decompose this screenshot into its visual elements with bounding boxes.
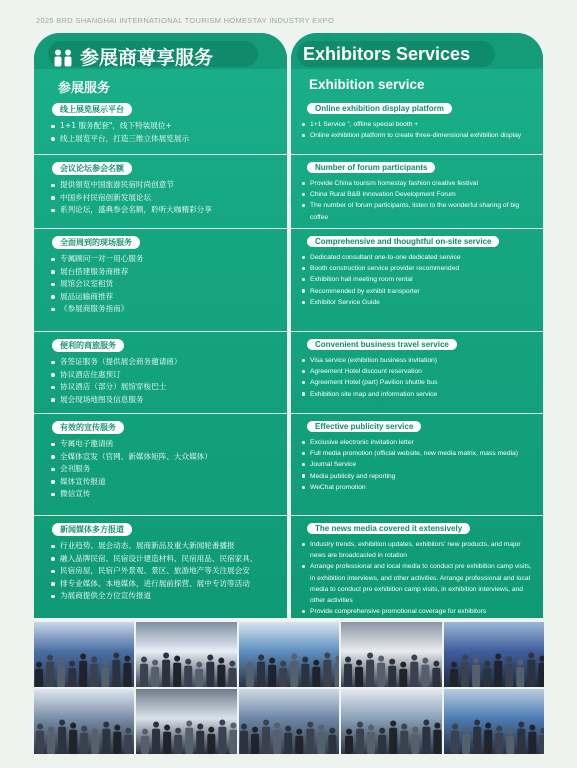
list-item: 《参展商服务指南》 [34, 303, 287, 316]
list-item: 协议酒店住惠预订 [34, 369, 287, 382]
exhibition-photo-5 [444, 622, 544, 687]
list-item: 1+1 服务配套"，线下特装展位+ [34, 120, 287, 133]
list-item: 线上展览平台，打造三维立体展览展示 [34, 133, 287, 146]
left-title [52, 43, 213, 72]
section-tag: Number of forum participants [307, 162, 435, 173]
section-list [291, 437, 543, 493]
list-item: WeChat promotion [291, 482, 543, 493]
list-item: 专属电子邀请函 [34, 438, 287, 451]
list-item: 民宿房屋，民宿户外景观、景区、旅游地产等关注展会安 [34, 565, 287, 578]
list-item: 专属顾问一对一用心服务 [34, 253, 287, 266]
exhibition-photo-9 [341, 689, 441, 754]
right-section-6 [291, 515, 543, 617]
section-list [34, 120, 287, 145]
section-tag: 线上展览展示平台 [52, 103, 132, 116]
right-section-2 [291, 154, 543, 223]
list-item: Visa service (exhibition business invitation) [291, 355, 543, 366]
section-list [34, 438, 287, 501]
list-item: 融入品牌民宿、民宿设计建造材料、民宿用品、民宿家具、 [34, 553, 287, 566]
list-item: 会刊服务 [34, 463, 287, 476]
exhibition-photo-grid [34, 622, 544, 754]
section-tag: Effective publicity service [307, 421, 421, 432]
list-item: China Rural B&B Innovation Development Forum [291, 189, 543, 200]
section-list [291, 539, 543, 617]
left-header-bar [34, 33, 287, 69]
list-item: 展台搭建服务商推荐 [34, 266, 287, 279]
section-list [291, 178, 543, 223]
left-section-2 [34, 154, 287, 217]
list-item: 展品运输商推荐 [34, 291, 287, 304]
list-item: Journal Service [291, 459, 543, 470]
right-column-en [291, 33, 543, 618]
section-list [291, 355, 543, 400]
exhibition-photo-8 [239, 689, 339, 754]
section-tag: Convenient business travel service [307, 339, 457, 350]
list-item: Exhibition hall meeting room rental [291, 274, 543, 285]
list-item: Provide comprehensive promotional coverage for exhibitors [291, 606, 543, 617]
expo-header-text: 2025 BRD SHANGHAI INTERNATIONAL TOURISM HOMESTAY INDUSTRY EXPO [36, 16, 335, 25]
section-tag: Online exhibition display platform [307, 103, 452, 114]
list-item: Online exhibition platform to create three-dimensional exhibition display [291, 130, 543, 141]
list-item: 展馆会议室租赁 [34, 278, 287, 291]
section-list [34, 253, 287, 316]
section-list [291, 119, 543, 141]
exhibition-photo-2 [136, 622, 236, 687]
section-tag: 有效的宣传服务 [52, 421, 124, 434]
right-section-1 [291, 96, 543, 141]
right-section-5 [291, 413, 543, 493]
list-item: 中国乡村民宿创新发展论坛 [34, 192, 287, 205]
right-section-3 [291, 228, 543, 308]
section-list [34, 179, 287, 217]
list-item: Provide China tourism homestay fashion creative festival [291, 178, 543, 189]
right-header-bar [291, 33, 543, 69]
exhibition-photo-10 [444, 689, 544, 754]
list-item: 排专业媒体、本地媒体，进行展前探营、展中专访等活动 [34, 578, 287, 591]
section-tag: Comprehensive and thoughtful on-site service [307, 236, 499, 247]
list-item: 提供領览中国旅游民宿时尚创意节 [34, 179, 287, 192]
section-tag: 便利的商旅服务 [52, 339, 124, 352]
left-section-3 [34, 228, 287, 316]
list-item: 各签证服务（提供展会商务邀请函） [34, 356, 287, 369]
left-section-1 [34, 96, 287, 145]
exhibition-photo-3 [239, 622, 339, 687]
left-section-4 [34, 331, 287, 406]
list-item: 系列论坛，盛典参会名额，聆听大咖精彩分享 [34, 204, 287, 217]
exhibition-photo-4 [341, 622, 441, 687]
list-item: 协议酒店（部分）展馆穿梭巴士 [34, 381, 287, 394]
section-tag: 会议论坛参会名额 [52, 162, 132, 175]
left-section-5 [34, 413, 287, 501]
exhibition-photo-6 [34, 689, 134, 754]
list-item: Exhibition site map and information service [291, 389, 543, 400]
list-item: Recommended by exhibit transporter [291, 286, 543, 297]
list-item: 微信宣传 [34, 488, 287, 501]
list-item: Industry trends, exhibition updates, exhibitors' new products, and major news are broadcasted in rotation [291, 539, 543, 561]
list-item: Exclusive electronic invitation letter [291, 437, 543, 448]
right-subtitle: Exhibition service [309, 77, 425, 92]
list-item: 展会现场地图及信息服务 [34, 394, 287, 407]
list-item: Full media promotion (official website, new media matrix, mass media) [291, 448, 543, 459]
left-title-text: 参展商尊享服务 [80, 47, 214, 69]
section-tag: 全面周到的现场服务 [52, 236, 140, 249]
left-subtitle: 参展服务 [58, 81, 111, 96]
list-item: Booth construction service provider recommended [291, 263, 543, 274]
list-item: Agreement Hotel discount reservation [291, 366, 543, 377]
list-item: 全媒体宣发（官网、新媒体矩阵、大众媒体） [34, 451, 287, 464]
exhibition-photo-7 [136, 689, 236, 754]
left-column-cn [34, 33, 287, 618]
left-section-6 [34, 515, 287, 603]
list-item: 为展商提供全方位宣传报道 [34, 590, 287, 603]
section-list [291, 252, 543, 308]
exhibition-photo-1 [34, 622, 134, 687]
list-item: Media publicity and reporting [291, 471, 543, 482]
section-list [34, 356, 287, 406]
section-tag: The news media covered it extensively [307, 523, 470, 534]
people-icon [52, 49, 74, 72]
right-title: Exhibitors Services [303, 44, 471, 64]
list-item: 行业趋势、展会动态、展商新品及重大新闻轮番播报 [34, 540, 287, 553]
section-list [34, 540, 287, 603]
list-item: Dedicated consultant one-to-one dedicated service [291, 252, 543, 263]
list-item: 媒体宣传报道 [34, 476, 287, 489]
list-item: Exhibitor Service Guide [291, 297, 543, 308]
section-tag: 新闻媒体多方报道 [52, 523, 132, 536]
list-item: Arrange professional and local media to conduct pre exhibition camp visits, in exhibition interviews, and other activities. Arrange professional and local media to conduct pre exhibition camp visits, in exhibition interviews, and other activities [291, 561, 543, 606]
list-item: Agreement Hotel (part) Pavilion shuttle bus [291, 377, 543, 388]
right-section-4 [291, 331, 543, 400]
list-item: The number of forum participants, listen to the wonderful sharing of big coffee [291, 200, 543, 222]
list-item: 1+1 Service ", offline special booth + [291, 119, 543, 130]
